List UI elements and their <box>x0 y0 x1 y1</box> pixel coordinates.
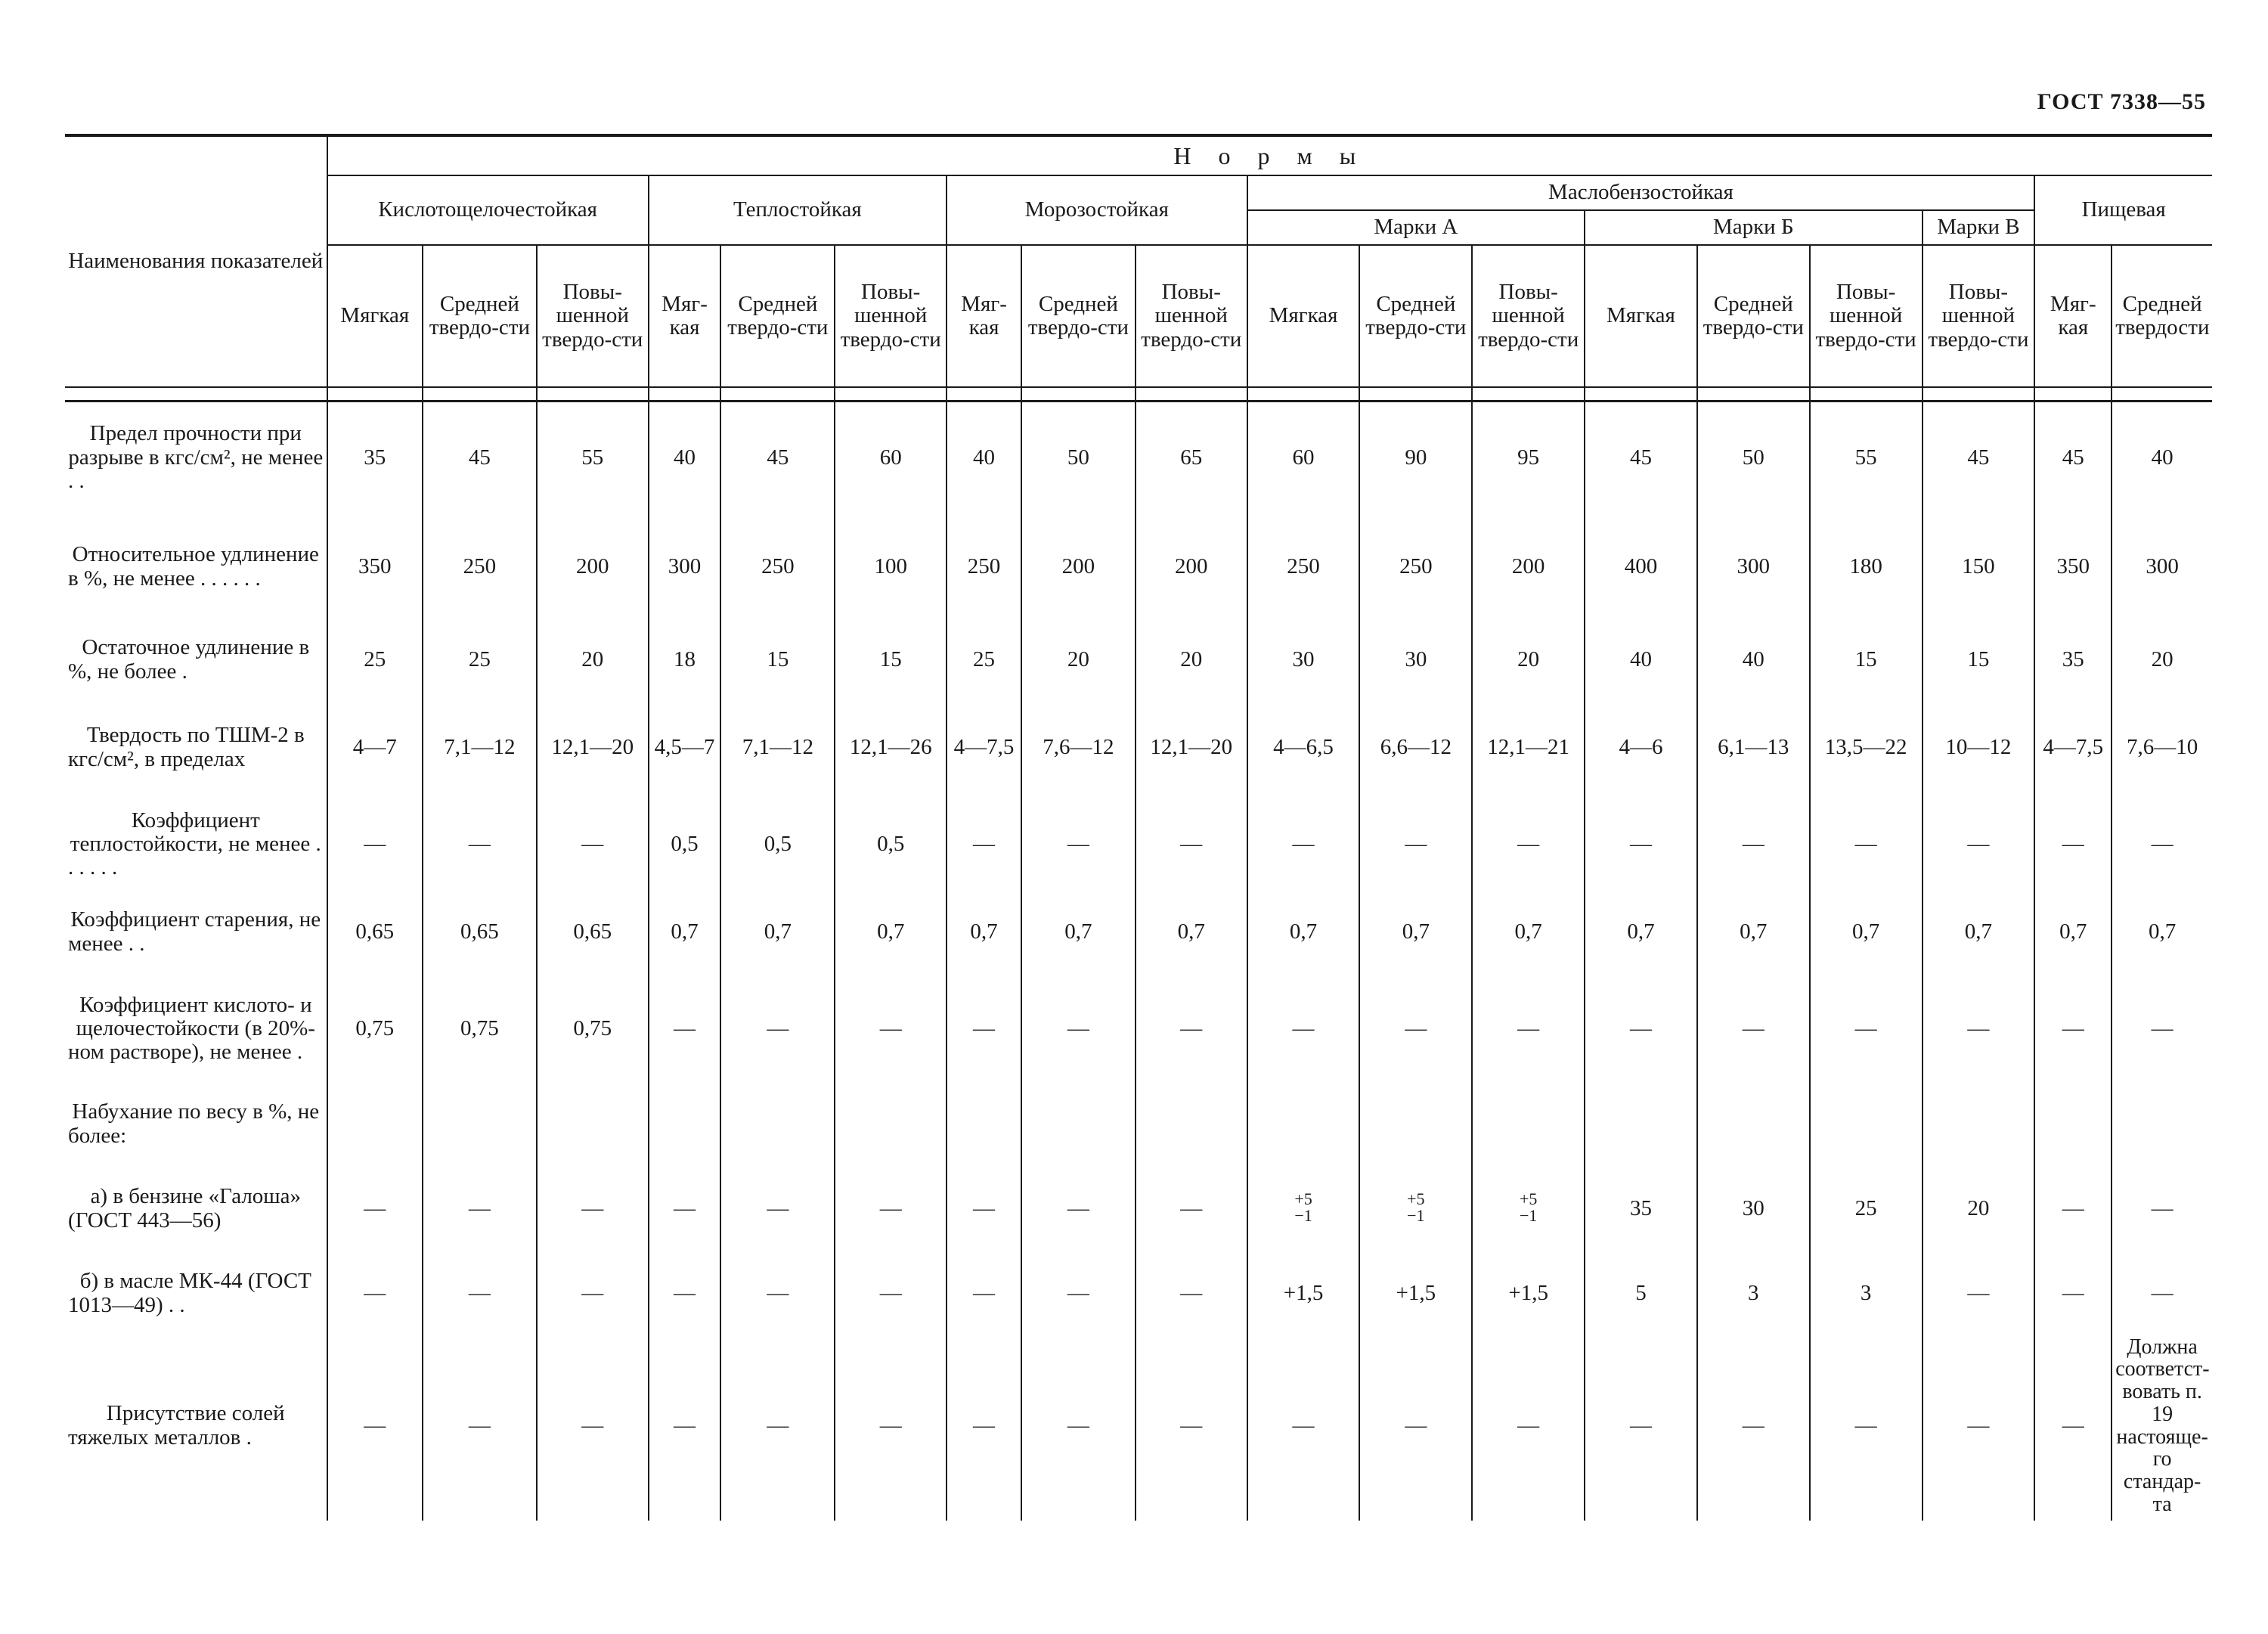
table-row <box>65 402 2212 513</box>
column-header: Повы-шенной твердо-сти <box>835 245 947 387</box>
value-cell <box>1697 1087 1810 1162</box>
value-cell: 0,5 <box>835 796 947 893</box>
value-cell: — <box>1472 972 1585 1087</box>
value-cell: 4—7,5 <box>947 699 1021 796</box>
value-cell: 3 <box>1810 1256 1923 1332</box>
value-cell: — <box>2112 972 2212 1087</box>
value-cell: 350 <box>327 513 423 621</box>
column-header: Повы-шенной твердо-сти <box>537 245 649 387</box>
value-cell: 25 <box>947 621 1021 699</box>
value-cell: +1,5 <box>1472 1256 1585 1332</box>
value-cell: 40 <box>649 402 721 513</box>
header-row-label: Наименования показателей <box>65 135 327 387</box>
value-cell: 0,7 <box>1247 893 1360 972</box>
column-header: Мяг-кая <box>2034 245 2112 387</box>
page-header: ГОСТ 7338—55 <box>2037 89 2206 114</box>
value-cell: 30 <box>1247 621 1360 699</box>
header-spacer-cell <box>2112 387 2212 402</box>
value-cell: — <box>1136 1332 1247 1521</box>
column-header: Мягкая <box>1247 245 1360 387</box>
value-cell: — <box>423 1256 537 1332</box>
header-spacer-cell <box>537 387 649 402</box>
value-cell: 90 <box>1359 402 1472 513</box>
value-cell: — <box>1697 796 1810 893</box>
value-cell: — <box>835 1332 947 1521</box>
group-oil-petrol: Маслобензостойкая <box>1247 175 2035 210</box>
header-spacer-cell <box>327 387 423 402</box>
value-cell: — <box>1359 972 1472 1087</box>
table-row <box>65 1087 2212 1162</box>
value-cell: 5 <box>1585 1256 1697 1332</box>
value-cell: 40 <box>947 402 1021 513</box>
value-cell <box>1359 1162 1472 1256</box>
value-cell: 0,65 <box>327 893 423 972</box>
value-cell: — <box>1247 1332 1360 1521</box>
value-cell <box>1136 1087 1247 1162</box>
value-cell: 6,1—13 <box>1697 699 1810 796</box>
value-cell: — <box>835 1256 947 1332</box>
row-label: а) в бензине «Галоша» (ГОСТ 443—56) <box>68 1184 302 1232</box>
value-cell: 0,7 <box>1810 893 1923 972</box>
row-label: Предел прочности при разрыве в кгс/см², не менее . . <box>68 421 324 493</box>
header-spacer-cell <box>1472 387 1585 402</box>
value-cell: — <box>1136 972 1247 1087</box>
value-cell: 50 <box>1697 402 1810 513</box>
value-cell: — <box>649 1332 721 1521</box>
value-cell: 0,7 <box>947 893 1021 972</box>
group-frost-resistant: Морозостойкая <box>947 175 1247 245</box>
header-spacer-cell <box>1585 387 1697 402</box>
value-cell: — <box>649 1256 721 1332</box>
value-cell: 15 <box>720 621 835 699</box>
column-header: Мягкая <box>1585 245 1697 387</box>
value-cell <box>835 1087 947 1162</box>
value-cell: — <box>2034 1332 2112 1521</box>
value-cell: 30 <box>1359 621 1472 699</box>
value-cell <box>423 1087 537 1162</box>
value-cell: 7,1—12 <box>423 699 537 796</box>
value-cell: — <box>1021 972 1136 1087</box>
value-cell: 60 <box>1247 402 1360 513</box>
value-cell: 0,7 <box>1136 893 1247 972</box>
value-cell: — <box>1472 796 1585 893</box>
value-cell: 40 <box>2112 402 2212 513</box>
mark-b: Марки Б <box>1585 210 1922 245</box>
value-cell: 4—6 <box>1585 699 1697 796</box>
header-spacer-cell <box>2034 387 2112 402</box>
value-cell: — <box>720 972 835 1087</box>
value-cell: 20 <box>1136 621 1247 699</box>
value-cell: — <box>1359 1332 1472 1521</box>
note-text: Должна соответст-вовать п. 19 настояще-го стандар-та <box>2115 1335 2210 1516</box>
value-cell: — <box>327 1332 423 1521</box>
group-acid-alkali: Кислотощелочестойкая <box>327 175 649 245</box>
value-cell: — <box>947 1332 1021 1521</box>
value-cell: 0,7 <box>1359 893 1472 972</box>
row-label: б) в масле МК-44 (ГОСТ 1013—49) . . <box>68 1269 311 1317</box>
value-cell: 3 <box>1697 1256 1810 1332</box>
value-cell: 250 <box>1359 513 1472 621</box>
value-cell: 12,1—21 <box>1472 699 1585 796</box>
value-cell: — <box>2034 796 2112 893</box>
value-cell: 45 <box>1923 402 2035 513</box>
value-cell: 10—12 <box>1923 699 2035 796</box>
value-cell: 200 <box>1472 513 1585 621</box>
value-cell: +1,5 <box>1359 1256 1472 1332</box>
value-cell: 35 <box>1585 1162 1697 1256</box>
row-label: Относительное удлинение в %, не менее . . . . . . <box>68 542 319 591</box>
value-cell: — <box>537 1162 649 1256</box>
value-cell: 7,6—12 <box>1021 699 1136 796</box>
value-cell: 200 <box>537 513 649 621</box>
value-cell: — <box>649 1162 721 1256</box>
header-spacer-cell <box>947 387 1021 402</box>
value-cell <box>2112 1332 2212 1521</box>
row-label: Твердость по ТШМ-2 в кгс/см², в пределах <box>68 723 305 771</box>
value-cell: 300 <box>649 513 721 621</box>
row-label: Коэффициент кислото- и щелочестойкости (в 20%-ном растворе), не менее . <box>68 992 315 1065</box>
value-cell: 0,75 <box>423 972 537 1087</box>
value-cell: 7,1—12 <box>720 699 835 796</box>
value-cell: — <box>649 972 721 1087</box>
value-cell: — <box>1697 972 1810 1087</box>
table-row <box>65 621 2212 699</box>
value-cell: — <box>1472 1332 1585 1521</box>
mark-a: Марки А <box>1247 210 1585 245</box>
value-cell: 13,5—22 <box>1810 699 1923 796</box>
value-cell: — <box>1923 972 2035 1087</box>
value-cell: 300 <box>1697 513 1810 621</box>
value-cell: — <box>423 1332 537 1521</box>
value-cell: — <box>1923 1256 2035 1332</box>
value-cell: 180 <box>1810 513 1923 621</box>
row-label: Остаточное удлинение в %, не более . <box>68 635 310 684</box>
value-cell: — <box>327 1256 423 1332</box>
value-cell: 15 <box>1923 621 2035 699</box>
value-cell <box>537 1087 649 1162</box>
value-cell: 7,6—10 <box>2112 699 2212 796</box>
value-cell: — <box>1810 796 1923 893</box>
value-cell: 12,1—20 <box>1136 699 1247 796</box>
value-cell: — <box>1810 972 1923 1087</box>
value-cell: — <box>1021 1162 1136 1256</box>
table-row <box>65 893 2212 972</box>
value-cell: 0,7 <box>1923 893 2035 972</box>
column-header: Повы-шенной твердо-сти <box>1136 245 1247 387</box>
value-cell <box>1247 1162 1360 1256</box>
value-cell: 150 <box>1923 513 2035 621</box>
value-cell: — <box>1021 796 1136 893</box>
value-cell: 250 <box>720 513 835 621</box>
value-cell: — <box>1585 1332 1697 1521</box>
value-cell: — <box>835 972 947 1087</box>
value-cell <box>720 1087 835 1162</box>
value-cell: — <box>1021 1256 1136 1332</box>
swelling-fraction: +5 −1 <box>1407 1189 1425 1225</box>
value-cell: 400 <box>1585 513 1697 621</box>
column-header: Мягкая <box>327 245 423 387</box>
header-spacer-cell <box>720 387 835 402</box>
value-cell: 15 <box>835 621 947 699</box>
value-cell: — <box>327 796 423 893</box>
column-header: Мяг-кая <box>649 245 721 387</box>
value-cell: — <box>1923 796 2035 893</box>
value-cell <box>947 1087 1021 1162</box>
value-cell: 25 <box>423 621 537 699</box>
value-cell: — <box>2034 1256 2112 1332</box>
value-cell: 350 <box>2034 513 2112 621</box>
value-cell: 200 <box>1021 513 1136 621</box>
value-cell: 35 <box>2034 621 2112 699</box>
column-header: Мяг-кая <box>947 245 1021 387</box>
value-cell: — <box>2112 1256 2212 1332</box>
value-cell: 0,7 <box>835 893 947 972</box>
table-row <box>65 699 2212 796</box>
header-norms: Н о р м ы <box>327 135 2212 175</box>
value-cell: 0,5 <box>649 796 721 893</box>
mark-v: Марки В <box>1923 210 2035 245</box>
value-cell <box>1021 1087 1136 1162</box>
value-cell: — <box>1247 796 1360 893</box>
header-spacer-cell <box>1923 387 2035 402</box>
value-cell: 100 <box>835 513 947 621</box>
value-cell: — <box>1136 796 1247 893</box>
value-cell <box>1923 1087 2035 1162</box>
value-cell: — <box>1021 1332 1136 1521</box>
value-cell: 0,5 <box>720 796 835 893</box>
value-cell: 20 <box>1923 1162 2035 1256</box>
value-cell <box>649 1087 721 1162</box>
value-cell: 50 <box>1021 402 1136 513</box>
row-label: Присутствие солей тяжелых металлов . <box>68 1401 285 1450</box>
value-cell: 0,75 <box>327 972 423 1087</box>
value-cell: — <box>1585 972 1697 1087</box>
norms-table <box>65 134 2212 1521</box>
value-cell: — <box>947 796 1021 893</box>
value-cell: — <box>947 1256 1021 1332</box>
value-cell: — <box>2034 1162 2112 1256</box>
value-cell: 0,7 <box>1697 893 1810 972</box>
value-cell: — <box>947 972 1021 1087</box>
value-cell: 25 <box>327 621 423 699</box>
table-row <box>65 513 2212 621</box>
column-header: Повы-шенной твердо-сти <box>1810 245 1923 387</box>
value-cell: 35 <box>327 402 423 513</box>
value-cell: 0,75 <box>537 972 649 1087</box>
value-cell <box>1472 1087 1585 1162</box>
value-cell: 45 <box>423 402 537 513</box>
table-row <box>65 972 2212 1087</box>
value-cell: — <box>835 1162 947 1256</box>
value-cell: 0,7 <box>1585 893 1697 972</box>
value-cell: +1,5 <box>1247 1256 1360 1332</box>
value-cell: 30 <box>1697 1162 1810 1256</box>
value-cell: — <box>1136 1256 1247 1332</box>
value-cell: — <box>1247 972 1360 1087</box>
value-cell <box>1247 1087 1360 1162</box>
value-cell: 65 <box>1136 402 1247 513</box>
value-cell: 18 <box>649 621 721 699</box>
value-cell: 55 <box>1810 402 1923 513</box>
header-spacer-cell <box>1359 387 1472 402</box>
value-cell: — <box>720 1332 835 1521</box>
value-cell: — <box>1359 796 1472 893</box>
value-cell: 15 <box>1810 621 1923 699</box>
value-cell <box>1585 1087 1697 1162</box>
value-cell: 0,7 <box>1472 893 1585 972</box>
value-cell: 0,65 <box>423 893 537 972</box>
value-cell: 20 <box>2112 621 2212 699</box>
value-cell: 45 <box>720 402 835 513</box>
value-cell: 6,6—12 <box>1359 699 1472 796</box>
value-cell: — <box>1697 1332 1810 1521</box>
value-cell: — <box>1585 796 1697 893</box>
value-cell: — <box>2034 972 2112 1087</box>
value-cell: 0,7 <box>649 893 721 972</box>
column-header: Средней твердости <box>2112 245 2212 387</box>
header-spacer-cell <box>649 387 721 402</box>
row-label: Коэффициент теплостойкости, не менее . . . . . . <box>68 808 321 880</box>
value-cell: 20 <box>537 621 649 699</box>
value-cell: — <box>1810 1332 1923 1521</box>
value-cell: 12,1—26 <box>835 699 947 796</box>
row-label: Коэффициент старения, не менее . . <box>68 907 321 956</box>
value-cell: 0,7 <box>1021 893 1136 972</box>
value-cell <box>1359 1087 1472 1162</box>
column-header: Средней твердо-сти <box>423 245 537 387</box>
value-cell <box>1810 1087 1923 1162</box>
value-cell: 45 <box>1585 402 1697 513</box>
value-cell: — <box>537 1332 649 1521</box>
column-header: Средней твердо-сти <box>720 245 835 387</box>
value-cell: 0,7 <box>2034 893 2112 972</box>
value-cell: 25 <box>1810 1162 1923 1256</box>
value-cell: — <box>2112 796 2212 893</box>
header-spacer-cell <box>1697 387 1810 402</box>
value-cell: 4,5—7 <box>649 699 721 796</box>
value-cell: — <box>720 1256 835 1332</box>
value-cell: 20 <box>1472 621 1585 699</box>
value-cell: 0,65 <box>537 893 649 972</box>
value-cell: — <box>327 1162 423 1256</box>
value-cell: — <box>2112 1162 2212 1256</box>
group-food: Пищевая <box>2034 175 2212 245</box>
value-cell: 55 <box>537 402 649 513</box>
value-cell: 20 <box>1021 621 1136 699</box>
header-spacer-cell <box>1136 387 1247 402</box>
value-cell <box>2112 1087 2212 1162</box>
value-cell: 12,1—20 <box>537 699 649 796</box>
value-cell: 200 <box>1136 513 1247 621</box>
table-row <box>65 1162 2212 1256</box>
table-row <box>65 796 2212 893</box>
column-header: Средней твердо-сти <box>1021 245 1136 387</box>
value-cell: — <box>537 1256 649 1332</box>
header-spacer-cell <box>835 387 947 402</box>
table-row <box>65 1256 2212 1332</box>
value-cell: 250 <box>423 513 537 621</box>
value-cell: 40 <box>1697 621 1810 699</box>
header-spacer-cell <box>65 387 327 402</box>
value-cell: 45 <box>2034 402 2112 513</box>
value-cell: — <box>423 796 537 893</box>
header-spacer-cell <box>1021 387 1136 402</box>
value-cell <box>327 1087 423 1162</box>
swelling-fraction: +5 −1 <box>1294 1189 1312 1225</box>
value-cell: — <box>537 796 649 893</box>
value-cell: — <box>1923 1332 2035 1521</box>
column-header: Средней твердо-сти <box>1697 245 1810 387</box>
value-cell: — <box>1136 1162 1247 1256</box>
row-label: Набухание по весу в %, не более: <box>68 1099 320 1148</box>
value-cell <box>2034 1087 2112 1162</box>
value-cell: 250 <box>947 513 1021 621</box>
swelling-fraction: +5 −1 <box>1519 1189 1538 1225</box>
header-spacer-cell <box>423 387 537 402</box>
value-cell: — <box>423 1162 537 1256</box>
value-cell: 250 <box>1247 513 1360 621</box>
value-cell: — <box>947 1162 1021 1256</box>
value-cell: 40 <box>1585 621 1697 699</box>
value-cell: 4—7 <box>327 699 423 796</box>
value-cell: 4—7,5 <box>2034 699 2112 796</box>
header-spacer-cell <box>1810 387 1923 402</box>
header-spacer-cell <box>1247 387 1360 402</box>
value-cell: 95 <box>1472 402 1585 513</box>
column-header: Повы-шенной твердо-сти <box>1472 245 1585 387</box>
table-row <box>65 1332 2212 1521</box>
value-cell: 0,7 <box>720 893 835 972</box>
value-cell: 60 <box>835 402 947 513</box>
value-cell: 4—6,5 <box>1247 699 1360 796</box>
value-cell <box>1472 1162 1585 1256</box>
column-header: Средней твердо-сти <box>1359 245 1472 387</box>
value-cell: 0,7 <box>2112 893 2212 972</box>
column-header: Повы-шенной твердо-сти <box>1923 245 2035 387</box>
value-cell: — <box>720 1162 835 1256</box>
value-cell: 300 <box>2112 513 2212 621</box>
group-heat-resistant: Теплостойкая <box>649 175 947 245</box>
